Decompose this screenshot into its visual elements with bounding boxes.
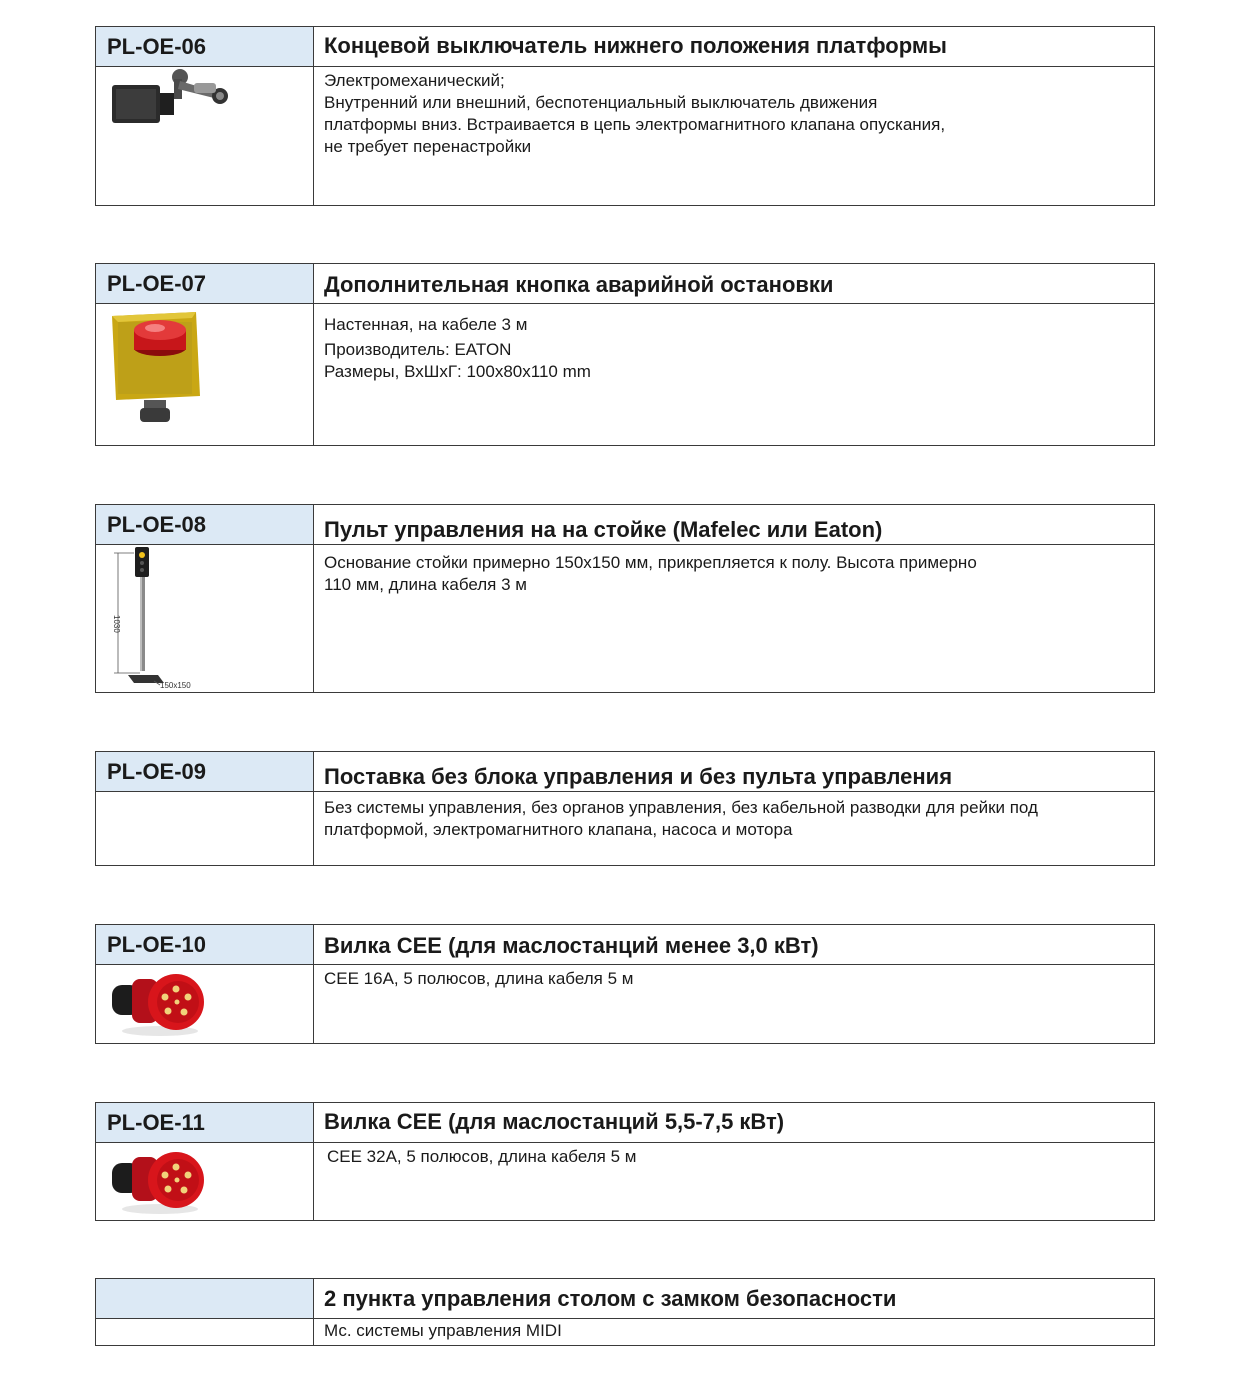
description-line: Внутренний или внешний, беспотенциальный выключатель движения — [324, 93, 878, 112]
option-description — [314, 1143, 1154, 1220]
option-code — [96, 1279, 314, 1318]
description-line: не требует перенастройки — [324, 137, 532, 156]
description-line: платформой, электромагнитного клапана, насоса и мотора — [324, 820, 793, 839]
option-image-cell — [96, 792, 314, 865]
option-description — [314, 792, 1154, 865]
emergency-stop-button-icon — [108, 308, 203, 428]
description-line: Без системы управления, без органов управления, без кабельной разводки для рейки под — [324, 798, 1038, 817]
option-title: Поставка без блока управления и без пульта управления — [324, 764, 953, 789]
option-image-cell — [96, 965, 314, 1043]
option-title: Вилка CEE (для маслостанций 5,5-7,5 кВт) — [324, 1109, 785, 1134]
option-table — [95, 26, 1155, 206]
description-line: Электромеханический; — [324, 71, 505, 90]
option-table — [95, 263, 1155, 446]
description-line: 110 мм, длина кабеля 3 м — [324, 575, 527, 594]
option-header — [96, 752, 1154, 792]
option-image-cell — [96, 1143, 314, 1220]
option-header — [96, 1279, 1154, 1319]
option-header — [96, 1103, 1154, 1143]
option-title: Пульт управления на на стойке (Mafelec или Eaton) — [324, 517, 883, 542]
description-line: Настенная, на кабеле 3 м — [324, 315, 528, 334]
option-description — [314, 67, 1154, 205]
option-title: Концевой выключатель нижнего положения платформы — [324, 33, 947, 58]
option-code: PL-OE-10 — [96, 925, 314, 964]
option-title: Вилка CEE (для маслостанций менее 3,0 кВт) — [324, 933, 819, 958]
option-code: PL-OE-09 — [96, 752, 314, 791]
option-header — [96, 925, 1154, 965]
description-line: платформы вниз. Встраивается в цепь электромагнитного клапана опускания, — [324, 115, 946, 134]
description-line: Основание стойки примерно 150х150 мм, прикрепляется к полу. Высота примерно — [324, 553, 977, 572]
cee-plug-icon — [110, 1147, 210, 1217]
option-image-cell — [96, 1319, 314, 1345]
option-description — [314, 304, 1154, 445]
option-code: PL-OE-06 — [96, 27, 314, 66]
cee-plug-icon — [110, 969, 210, 1039]
option-description — [314, 545, 1154, 692]
description-line: Размеры, ВхШхГ: 100x80x110 mm — [324, 362, 591, 381]
option-header — [96, 505, 1154, 545]
option-image-cell — [96, 304, 314, 445]
option-table — [95, 751, 1155, 866]
option-code: PL-OE-08 — [96, 505, 314, 544]
option-image-cell — [96, 67, 314, 205]
control-pendant-stand-icon — [104, 545, 204, 691]
option-title: Дополнительная кнопка аварийной остановки — [324, 272, 834, 297]
option-header — [96, 27, 1154, 67]
limit-switch-icon — [108, 67, 238, 137]
option-table — [95, 924, 1155, 1044]
option-image-cell — [96, 545, 314, 692]
option-table — [95, 1102, 1155, 1221]
description-line: Мс. системы управления MIDI — [324, 1321, 562, 1340]
option-table — [95, 504, 1155, 693]
description-line: CEE 32A, 5 полюсов, длина кабеля 5 м — [327, 1147, 637, 1166]
option-header — [96, 264, 1154, 304]
option-code: PL-OE-07 — [96, 264, 314, 303]
option-title: 2 пункта управления столом с замком безопасности — [324, 1286, 897, 1311]
stand-base-label: 150x150 — [160, 681, 191, 690]
description-line: Производитель: EATON — [324, 340, 512, 359]
stand-height-label: 1030 — [112, 615, 121, 633]
option-description — [314, 1319, 1154, 1345]
option-code: PL-OE-11 — [96, 1103, 314, 1142]
option-table — [95, 1278, 1155, 1346]
description-line: CEE 16А, 5 полюсов, длина кабеля 5 м — [324, 969, 634, 988]
option-description — [314, 965, 1154, 1043]
